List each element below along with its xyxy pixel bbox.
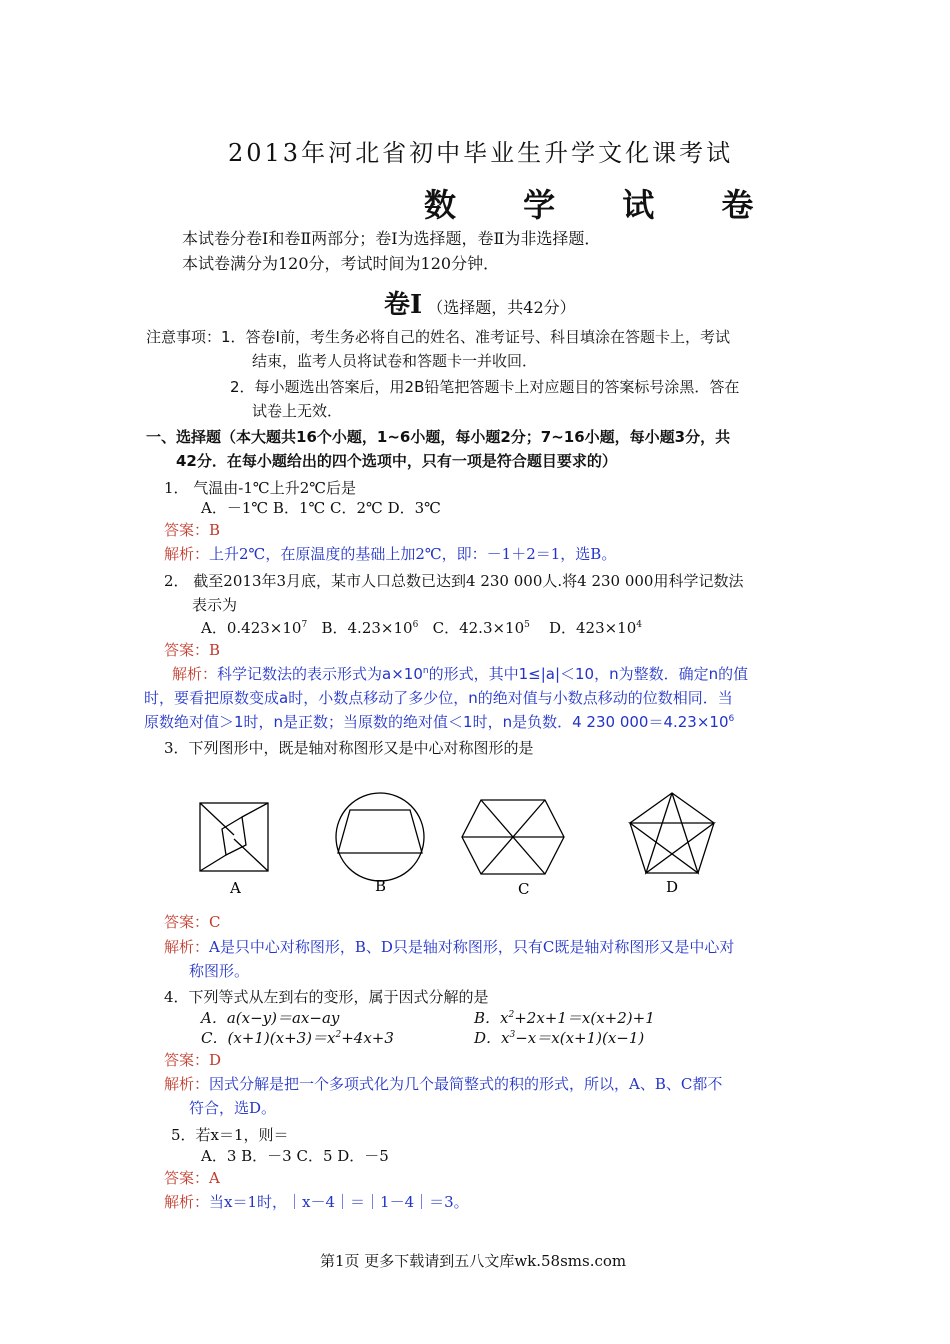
q2-answer: 答案：B: [164, 641, 221, 659]
q2-option-b-exp: 6: [412, 620, 419, 630]
figure-d-pentagram: [630, 793, 714, 873]
q2-analysis-line-2: 时，要看把原数变成a时，小数点移动了多少位，n的绝对值与小数点移动的位数相同．当: [144, 689, 733, 707]
q4-option-d-post: −x＝x(x+1)(x−1): [515, 1029, 645, 1047]
q4-option-b-pre: B．x: [474, 1009, 509, 1027]
q2-analysis-line-3: [144, 711, 734, 732]
page-footer: 第1页 更多下载请到五八文库wk.58sms.com: [320, 1252, 627, 1270]
q4-option-c-pre: C．(x+1)(x+3)＝x: [201, 1029, 336, 1047]
exam-title: 2013年河北省初中毕业生升学文化课考试: [228, 139, 734, 167]
q4-analysis-line-1: [164, 1073, 722, 1094]
q2-options: [201, 617, 642, 638]
q1-options: A．－1℃ B．1℃ C．2℃ D．3℃: [201, 499, 441, 517]
notice-line-4: 试卷上无效．: [252, 402, 343, 420]
q2-analysis-line-1: [172, 663, 748, 684]
figure-c-hexagon: [462, 800, 564, 874]
q4-option-b-post: +2x+1＝x(x+2)+1: [514, 1009, 655, 1027]
q2-analysis-exp-n: n: [422, 666, 429, 676]
q4-option-c-exp: 2: [335, 1030, 342, 1040]
q2-analysis-label: 解析：: [172, 665, 218, 683]
q4-option-c: [201, 1027, 394, 1048]
q1-stem: 1． 气温由-1℃上升2℃后是: [164, 479, 357, 497]
q2-option-d: D．423×10: [548, 619, 637, 637]
q1-answer: 答案：B: [164, 521, 221, 539]
q2-analysis-text-1: 科学记数法的表示形式为a×10: [217, 665, 423, 683]
q4-option-a: A．a(x−y)＝ax−ay: [201, 1009, 340, 1027]
q4-option-c-post: +4x+3: [341, 1029, 394, 1047]
q4-stem: 4．下列等式从左到右的变形，属于因式分解的是: [164, 988, 489, 1006]
notice-line-2: 结束，监考人员将试卷和答题卡一并收回．: [252, 352, 538, 370]
q2-option-c: C．42.3×10: [432, 619, 525, 637]
q1-analysis-text: 上升2℃，在原温度的基础上加2℃，即：－1＋2＝1，选B。: [209, 545, 617, 563]
figure-b-circle-trapezoid: [336, 793, 424, 881]
q5-analysis-text: 当x＝1时，｜x－4｜＝｜1－4｜＝3。: [209, 1193, 469, 1211]
q2-option-d-exp: 4: [636, 620, 642, 630]
q5-options: A．3 B．－3 C．5 D．－5: [201, 1147, 389, 1165]
q1-analysis: [164, 543, 616, 564]
q4-option-b-exp: 2: [508, 1010, 515, 1020]
q2-option-b: B．4.23×10: [321, 619, 413, 637]
q5-answer: 答案：A: [164, 1169, 220, 1187]
intro-line-2: 本试卷满分为120分，考试时间为120分钟．: [182, 254, 500, 273]
q2-option-a: A．0.423×10: [201, 619, 302, 637]
q3-analysis-line-2: 称图形。: [189, 962, 250, 980]
q3-answer: 答案：C: [164, 913, 221, 931]
q4-option-d: [474, 1027, 644, 1048]
notice-line-3: 2．每小题选出答案后，用2B铅笔把答题卡上对应题目的答案标号涂黑．答在: [230, 378, 740, 396]
q5-analysis: [164, 1191, 469, 1212]
q2-stem-2: 表示为: [192, 596, 238, 614]
q5-stem: 5．若x＝1，则＝: [171, 1126, 289, 1144]
q4-answer: 答案：D: [164, 1051, 222, 1069]
volume-title: 卷Ⅰ: [384, 290, 423, 320]
figure-label-a: A: [230, 879, 241, 897]
paper-title: 数 学 试 卷: [424, 186, 782, 224]
figure-a-pinwheel-square: [200, 803, 268, 871]
q3-analysis-label: 解析：: [164, 938, 210, 956]
q2-analysis-text-1b: 的形式，其中1≤|a|＜10，n为整数．确定n的值: [428, 665, 749, 683]
q2-analysis-exp-6: 6: [728, 714, 735, 724]
q2-analysis-text-3: 原数绝对值＞1时，n是正数；当原数的绝对值＜1时，n是负数．4 230 000＝4.23×10: [144, 713, 729, 731]
figure-label-d: D: [666, 878, 679, 896]
volume-heading: [384, 284, 576, 321]
q4-analysis-line-2: 符合，选D。: [189, 1099, 277, 1117]
q3-stem: 3．下列图形中，既是轴对称图形又是中心对称图形的是: [164, 739, 534, 757]
q4-option-d-exp: 3: [509, 1030, 516, 1040]
q2-option-c-exp: 5: [524, 620, 530, 630]
q4-analysis-text-1: 因式分解是把一个多项式化为几个最简整式的积的形式，所以，A、B、C都不: [209, 1075, 723, 1093]
section-heading-line-1: 一、选择题（本大题共16个小题，1~6小题，每小题2分；7~16小题，每小题3分，共: [146, 428, 731, 446]
q4-option-d-pre: D．x: [474, 1029, 510, 1047]
q3-figures: [190, 785, 750, 905]
volume-subtitle: （选择题，共42分）: [427, 298, 576, 317]
q1-analysis-label: 解析：: [164, 545, 210, 563]
figure-label-c: C: [518, 880, 530, 898]
figure-label-b: B: [375, 877, 387, 895]
q3-analysis-text-1: A是只中心对称图形，B、D只是轴对称图形，只有C既是轴对称图形又是中心对: [209, 938, 735, 956]
notice-line-1: 注意事项：1．答卷Ⅰ前，考生务必将自己的姓名、准考证号、科目填涂在答题卡上，考试: [146, 328, 730, 346]
q4-analysis-label: 解析：: [164, 1075, 210, 1093]
q2-option-a-exp: 7: [301, 620, 308, 630]
q3-analysis-line-1: [164, 936, 734, 957]
section-heading-line-2: 42分．在每小题给出的四个选项中，只有一项是符合题目要求的）: [176, 452, 617, 470]
q4-option-b: [474, 1007, 655, 1028]
q5-analysis-label: 解析：: [164, 1193, 210, 1211]
q2-stem: 2． 截至2013年3月底，某市人口总数已达到4 230 000人.将4 230 000用科学记数法: [164, 572, 744, 590]
intro-line-1: 本试卷分卷Ⅰ和卷Ⅱ两部分；卷Ⅰ为选择题，卷Ⅱ为非选择题．: [182, 229, 601, 248]
